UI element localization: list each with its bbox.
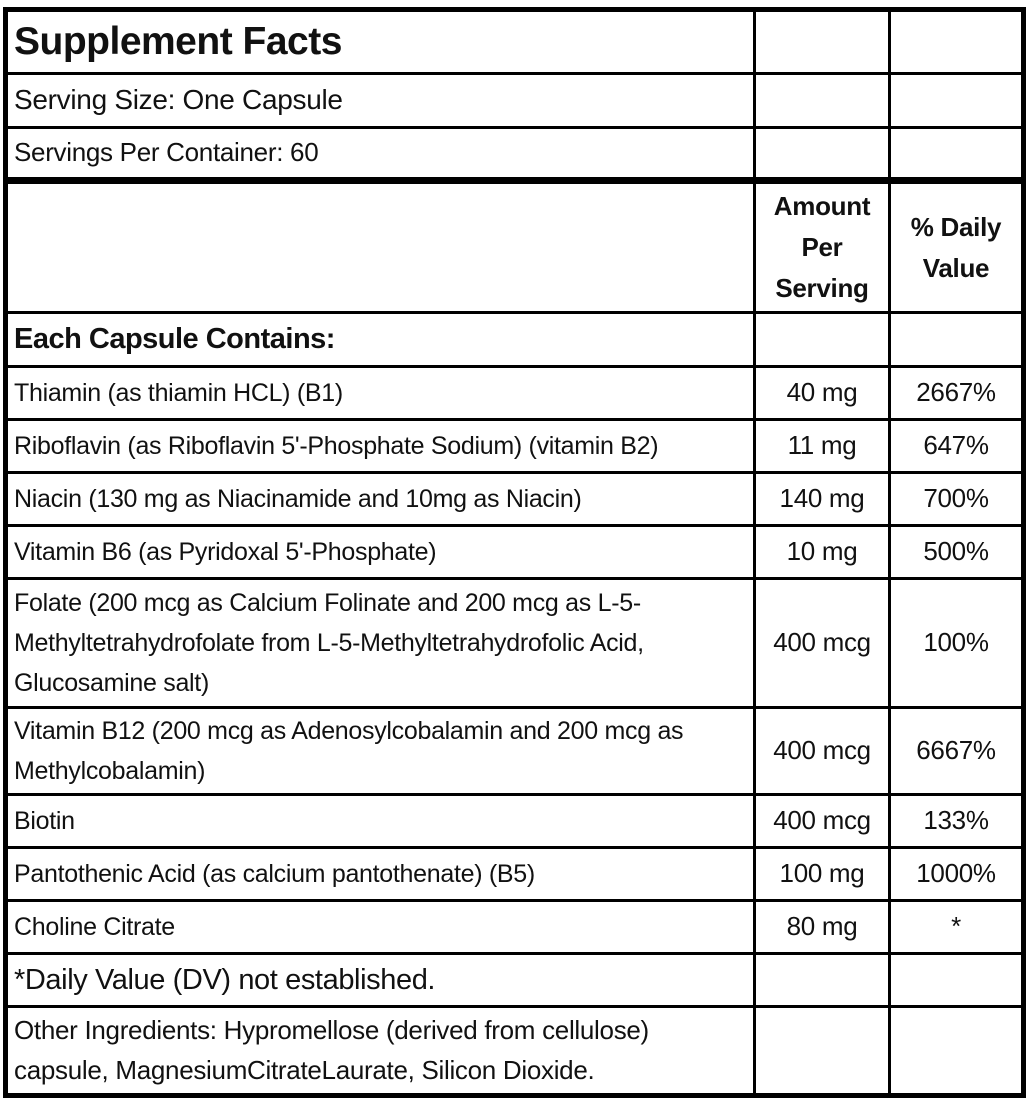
nutrient-name: Biotin xyxy=(6,794,755,847)
nutrient-amount: 80 mg xyxy=(755,900,890,953)
nutrient-row xyxy=(6,366,1024,419)
other-ingredients: Other Ingredients: Hypromellose (derived from cellulose) capsule, MagnesiumCitrateLaurate, Silicon Dioxide. xyxy=(6,1007,755,1096)
nutrient-row xyxy=(6,525,1024,578)
empty-cell xyxy=(755,953,890,1006)
nutrient-daily-value: 1000% xyxy=(890,847,1024,900)
nutrient-row xyxy=(6,707,1024,794)
nutrient-amount: 10 mg xyxy=(755,525,890,578)
title-row xyxy=(6,10,1024,74)
nutrient-name: Choline Citrate xyxy=(6,900,755,953)
nutrient-daily-value: 500% xyxy=(890,525,1024,578)
nutrient-amount: 400 mcg xyxy=(755,707,890,794)
nutrient-name: Thiamin (as thiamin HCL) (B1) xyxy=(6,366,755,419)
nutrient-amount: 400 mcg xyxy=(755,794,890,847)
nutrient-daily-value: 647% xyxy=(890,419,1024,472)
empty-cell xyxy=(755,1007,890,1096)
nutrient-daily-value: 6667% xyxy=(890,707,1024,794)
empty-cell xyxy=(6,181,755,313)
nutrient-daily-value: 2667% xyxy=(890,366,1024,419)
daily-value-header: % Daily Value xyxy=(890,181,1024,313)
nutrient-name: Vitamin B6 (as Pyridoxal 5'-Phosphate) xyxy=(6,525,755,578)
servings-per-container: Servings Per Container: 60 xyxy=(6,128,755,181)
section-header-row xyxy=(6,313,1024,366)
empty-cell xyxy=(755,313,890,366)
footnote-row xyxy=(6,953,1024,1006)
servings-per-container-row xyxy=(6,128,1024,181)
dv-footnote: *Daily Value (DV) not established. xyxy=(6,953,755,1006)
nutrient-name: Pantothenic Acid (as calcium pantothenate) (B5) xyxy=(6,847,755,900)
empty-cell xyxy=(890,953,1024,1006)
serving-size: Serving Size: One Capsule xyxy=(6,74,755,128)
nutrient-row xyxy=(6,578,1024,707)
other-ingredients-row xyxy=(6,1007,1024,1096)
nutrient-amount: 100 mg xyxy=(755,847,890,900)
empty-cell xyxy=(890,128,1024,181)
amount-per-serving-header: Amount Per Serving xyxy=(755,181,890,313)
empty-cell xyxy=(890,10,1024,74)
nutrient-daily-value: 133% xyxy=(890,794,1024,847)
nutrient-daily-value: 700% xyxy=(890,472,1024,525)
supplement-facts-table xyxy=(3,7,1026,1098)
empty-cell xyxy=(890,1007,1024,1096)
nutrient-row xyxy=(6,900,1024,953)
nutrient-row xyxy=(6,419,1024,472)
nutrient-name: Niacin (130 mg as Niacinamide and 10mg as Niacin) xyxy=(6,472,755,525)
page-title: Supplement Facts xyxy=(6,10,755,74)
nutrient-amount: 400 mcg xyxy=(755,578,890,707)
empty-cell xyxy=(755,74,890,128)
section-header: Each Capsule Contains: xyxy=(6,313,755,366)
nutrient-row xyxy=(6,472,1024,525)
nutrient-amount: 11 mg xyxy=(755,419,890,472)
nutrient-amount: 140 mg xyxy=(755,472,890,525)
nutrient-name: Riboflavin (as Riboflavin 5'-Phosphate Sodium) (vitamin B2) xyxy=(6,419,755,472)
nutrient-name: Vitamin B12 (200 mcg as Adenosylcobalamin and 200 mcg as Methylcobalamin) xyxy=(6,707,755,794)
nutrient-amount: 40 mg xyxy=(755,366,890,419)
nutrient-row xyxy=(6,794,1024,847)
nutrient-row xyxy=(6,847,1024,900)
empty-cell xyxy=(890,74,1024,128)
empty-cell xyxy=(890,313,1024,366)
nutrient-daily-value: * xyxy=(890,900,1024,953)
empty-cell xyxy=(755,128,890,181)
empty-cell xyxy=(755,10,890,74)
column-header-row xyxy=(6,181,1024,313)
serving-size-row xyxy=(6,74,1024,128)
nutrient-name: Folate (200 mcg as Calcium Folinate and 200 mcg as L-5-Methyltetrahydrofolate from L-5-Methyltetrahydrofolic Acid, Glucosamine salt) xyxy=(6,578,755,707)
nutrient-daily-value: 100% xyxy=(890,578,1024,707)
